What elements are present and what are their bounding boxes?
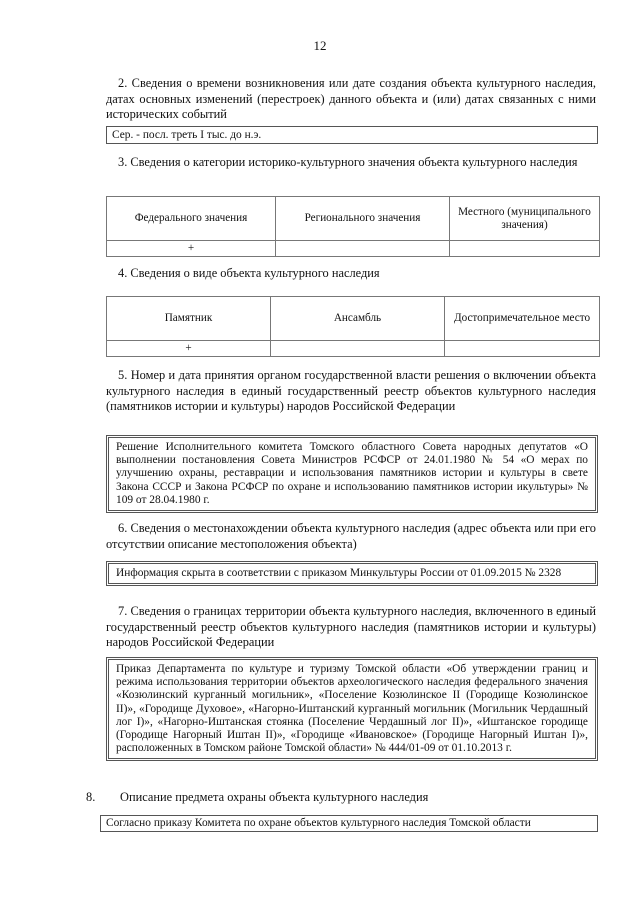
type-landmark-mark bbox=[445, 341, 600, 357]
section-6-value: Информация скрыта в соответствии с приказом Минкультуры России от 01.09.2015 № 2328 bbox=[106, 561, 598, 586]
category-regional-header: Регионального значения bbox=[276, 197, 450, 241]
category-local-header: Местного (муниципального значения) bbox=[450, 197, 600, 241]
section-4-text: 4. Сведения о виде объекта культурного наследия bbox=[118, 266, 380, 280]
category-regional-mark bbox=[276, 241, 450, 257]
section-8-value: Согласно приказу Комитета по охране объектов культурного наследия Томской области bbox=[100, 815, 598, 832]
section-7-text: 7. Сведения о границах территории объекта культурного наследия, включенного в единый государственный реестр объектов культурного наследия (памятников истории и культуры) народов Российской Федерации bbox=[106, 604, 596, 649]
section-6-text: 6. Сведения о местонахождении объекта культурного наследия (адрес объекта или при его отсутствии описание местоположения объекта) bbox=[106, 521, 596, 551]
type-monument-mark: + bbox=[107, 341, 271, 357]
type-landmark-header: Достопримечательное место bbox=[445, 297, 600, 341]
category-federal-header: Федерального значения bbox=[107, 197, 276, 241]
type-ensemble-mark bbox=[271, 341, 445, 357]
section-8-number: 8. bbox=[86, 790, 96, 804]
category-local-mark bbox=[450, 241, 600, 257]
page-number: 12 bbox=[313, 38, 327, 53]
section-8-text: Описание предмета охраны объекта культурного наследия bbox=[120, 790, 429, 804]
section-3-text: 3. Сведения о категории историко-культурного значения объекта культурного наследия bbox=[118, 155, 578, 169]
section-2-text: 2. Сведения о времени возникновения или дате создания объекта культурного наследия, датах основных изменений (перестроек) данного объекта и (или) датах связанных с ними исторических событий bbox=[106, 76, 596, 121]
section-5-value: Решение Исполнительного комитета Томского областного Совета народных депутатов «О выполнении постановления Совета Министров РСФСР от 24.01.1980 № 54 «О мерах по улучшению охраны, реставрации и использования памятников истории и культуры в свете Закона СССР и Закона РСФСР по охране и использованию памятников истории икультуры» № 109 от 28.04.1980 г. bbox=[106, 435, 598, 513]
section-7-value: Приказ Департамента по культуре и туризму Томской области «Об утверждении границ и режима использования территории объектов археологического наследия федерального значения «Козюлинский курганный могильник», «Поселение Козюлинское II (Городище Козюлинское II)», «Городище Духовое», «Нагорно-Иштанский курганный могильник (Могильник Чердашный лог I)», «Нагорно-Иштанская стоянка (Поселение Чердашный лог II)», «Иштанское городище (Городище Нагорный Иштан II)», «Городище «Ивановское» (Городище Нагорный Иштан I)», расположенных в Томском районе Томской области» № 444/01-09 от 01.10.2013 г. bbox=[106, 657, 598, 761]
section-2-value: Сер. - посл. треть I тыс. до н.э. bbox=[106, 126, 598, 144]
category-table bbox=[106, 196, 600, 257]
type-table bbox=[106, 296, 600, 357]
section-5-text: 5. Номер и дата принятия органом государственной власти решения о включении объекта культурного наследия в единый государственный реестр объектов культурного наследия (памятников истории и культуры) народов Российской Федерации bbox=[106, 368, 596, 413]
type-monument-header: Памятник bbox=[107, 297, 271, 341]
category-federal-mark: + bbox=[107, 241, 276, 257]
type-ensemble-header: Ансамбль bbox=[271, 297, 445, 341]
section-8-heading bbox=[86, 790, 428, 805]
